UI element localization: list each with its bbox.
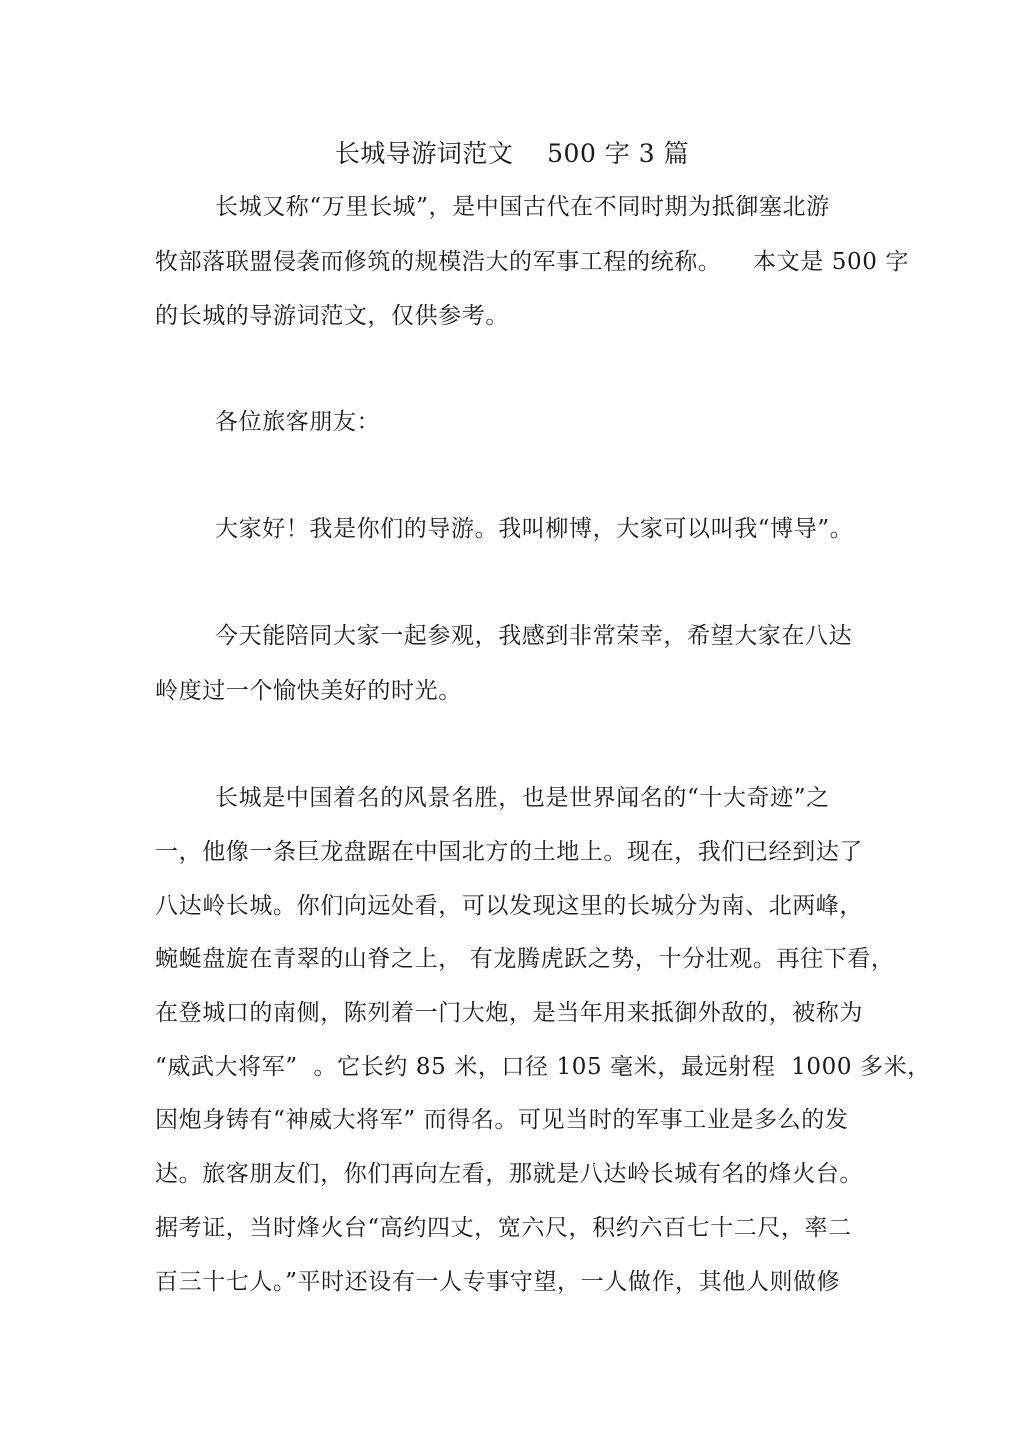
paragraph-line: 因炮身铸有“神威大将军” 而得名。可见当时的军事工业是多么的发 bbox=[155, 1107, 849, 1133]
paragraph-line: 据考证，当时烽火台“高约四丈，宽六尺，积约六百七十二尺，率二 bbox=[155, 1215, 852, 1241]
paragraph-line: 的长城的导游词范文，仅供参考。 bbox=[155, 303, 509, 329]
paragraph-line: 八达岭长城。你们向远处看，可以发现这里的长城分为南、北两峰， bbox=[155, 893, 863, 919]
paragraph-line: 百三十七人。”平时还设有一人专事守望，一人做作，其他人则做修 bbox=[155, 1269, 841, 1295]
paragraph-line: 岭度过一个愉快美好的时光。 bbox=[155, 678, 462, 704]
paragraph-line: “威武大将军” 。它长约 85 米，口径 105 毫米，最远射程 1000 多米， bbox=[155, 1054, 931, 1080]
paragraph-line: 今天能陪同大家一起参观，我感到非常荣幸，希望大家在八达 bbox=[215, 623, 853, 649]
document-title: 长城导游词范文 500 字 3 篇 bbox=[334, 139, 690, 168]
paragraph-line: 各位旅客朋友： bbox=[215, 409, 381, 435]
paragraph-line: 在登城口的南侧，陈列着一门大炮，是当年用来抵御外敌的，被称为 bbox=[155, 1000, 863, 1026]
paragraph-line: 牧部落联盟侵袭而修筑的规模浩大的军事工程的统称。 本文是 500 字 bbox=[155, 249, 909, 275]
paragraph-line: 大家好！我是你们的导游。我叫柳博，大家可以叫我“博导”。 bbox=[215, 516, 854, 542]
paragraph-line: 达。旅客朋友们，你们再向左看，那就是八达岭长城有名的烽火台。 bbox=[155, 1161, 863, 1187]
paragraph-line: 蜿蜒盘旋在青翠的山脊之上， 有龙腾虎跃之势，十分壮观。再往下看， bbox=[155, 946, 895, 972]
paragraph-line: 长城是中国着名的风景名胜，也是世界闻名的“十大奇迹”之 bbox=[215, 785, 830, 811]
paragraph-line: 长城又称“万里长城”，是中国古代在不同时期为抵御塞北游 bbox=[215, 194, 830, 220]
paragraph-line: 一，他像一条巨龙盘踞在中国北方的土地上。现在，我们已经到达了 bbox=[155, 839, 863, 865]
